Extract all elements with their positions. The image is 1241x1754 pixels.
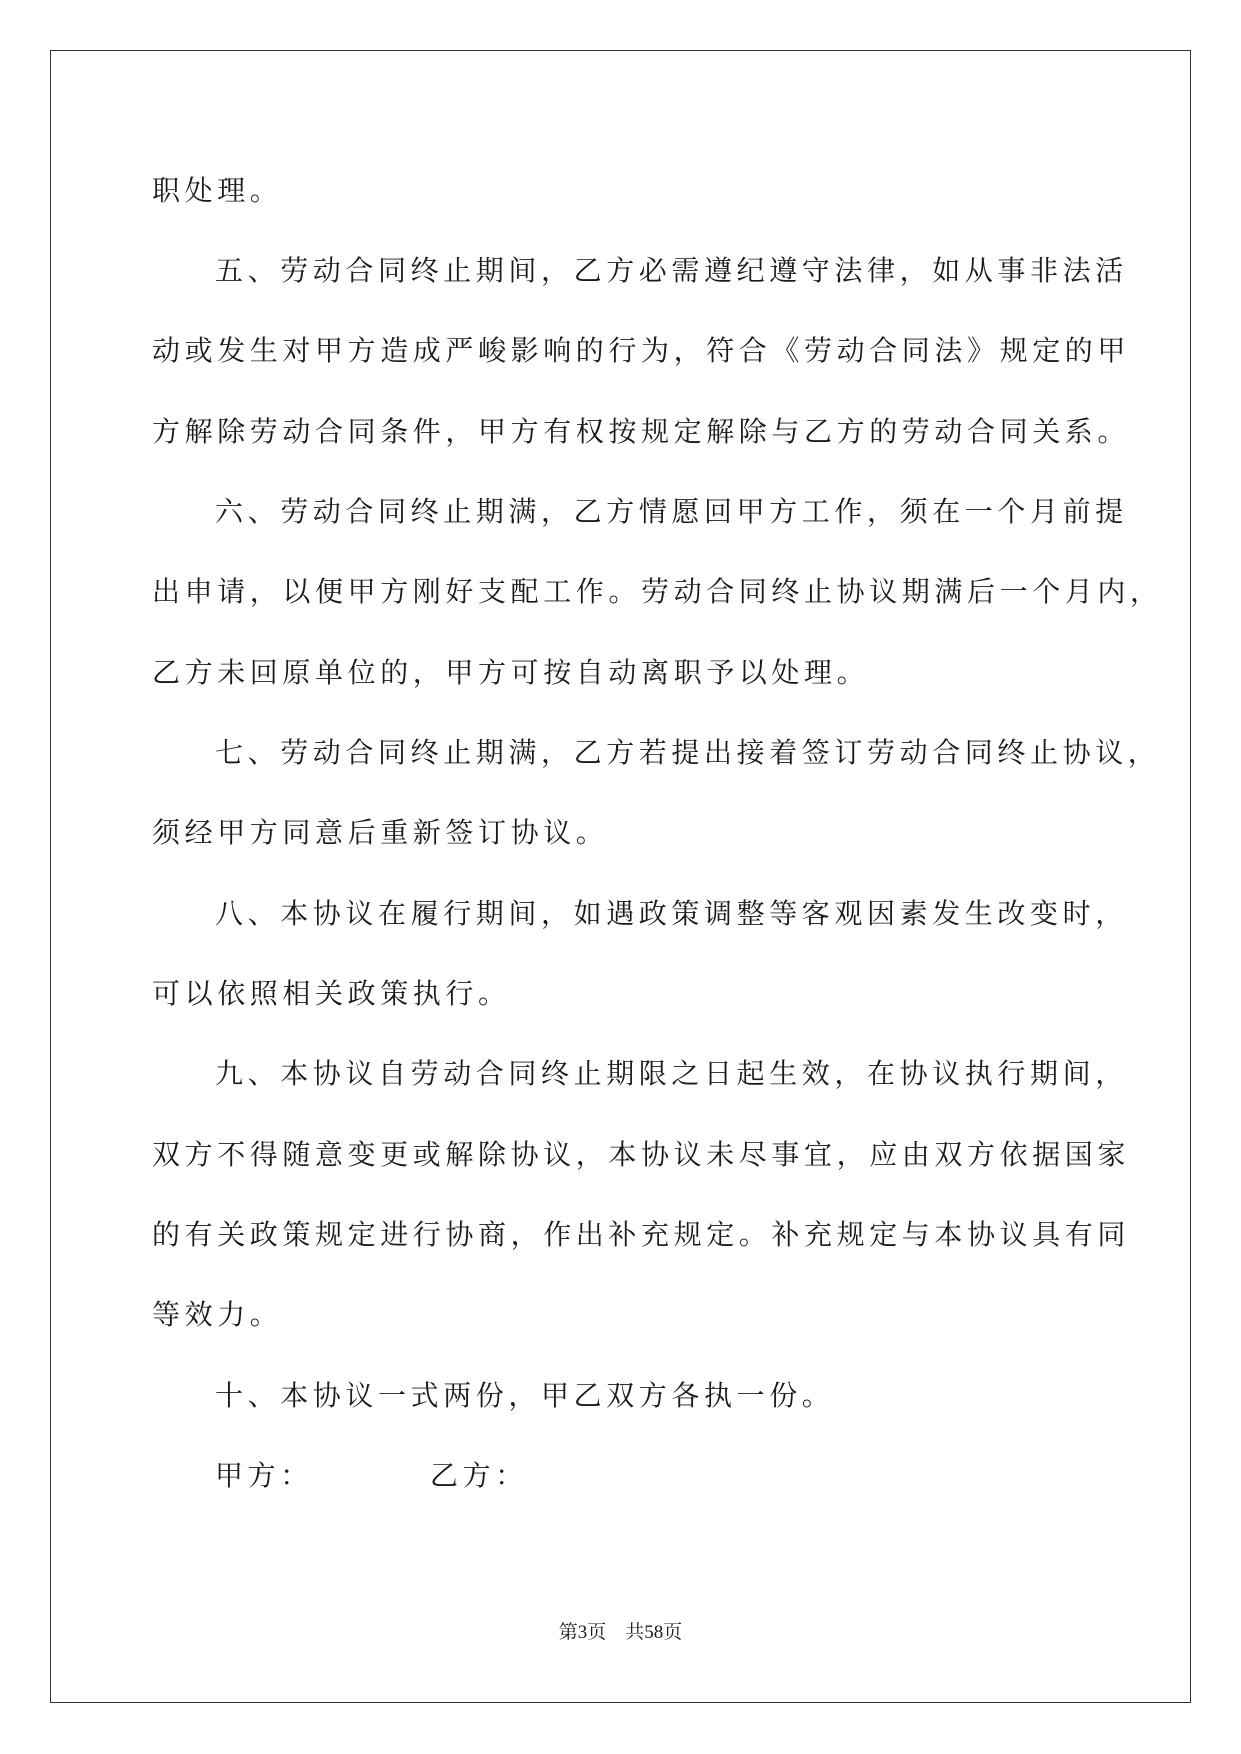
party-b-signature-label: 乙方：	[430, 1459, 528, 1492]
page-frame	[50, 50, 1191, 1703]
party-a-signature-label: 甲方：	[215, 1459, 313, 1492]
text-line: 双方不得随意变更或解除协议，本协议未尽事宜，应由双方依据国家	[152, 1138, 1131, 1171]
text-line: 的有关政策规定进行协商，作出补充规定。补充规定与本协议具有同	[152, 1218, 1131, 1251]
text-line: 五、劳动合同终止期间，乙方必需遵纪遵守法律，如从事非法活	[215, 254, 1128, 287]
text-line: 乙方未回原单位的，甲方可按自动离职予以处理。	[152, 656, 870, 689]
text-line: 职处理。	[152, 174, 283, 207]
text-line: 十、本协议一式两份，甲乙双方各执一份。	[215, 1379, 835, 1412]
text-line: 六、劳动合同终止期满，乙方情愿回甲方工作，须在一个月前提	[215, 495, 1128, 528]
page-number-footer: 第3页 共58页	[558, 1622, 683, 1643]
text-line: 九、本协议自劳动合同终止期限之日起生效，在协议执行期间，	[215, 1057, 1128, 1090]
text-line: 须经甲方同意后重新签订协议。	[152, 816, 609, 849]
text-line: 方解除劳动合同条件，甲方有权按规定解除与乙方的劳动合同关系。	[152, 415, 1131, 448]
text-line: 动或发生对甲方造成严峻影响的行为，符合《劳动合同法》规定的甲	[152, 334, 1131, 367]
text-line: 八、本协议在履行期间，如遇政策调整等客观因素发生改变时，	[215, 897, 1128, 930]
text-line: 可以依照相关政策执行。	[152, 977, 511, 1010]
text-line: 七、劳动合同终止期满，乙方若提出接着签订劳动合同终止协议，	[215, 736, 1161, 769]
text-line: 出申请，以便甲方刚好支配工作。劳动合同终止协议期满后一个月内，	[152, 575, 1163, 608]
text-line: 等效力。	[152, 1298, 283, 1331]
